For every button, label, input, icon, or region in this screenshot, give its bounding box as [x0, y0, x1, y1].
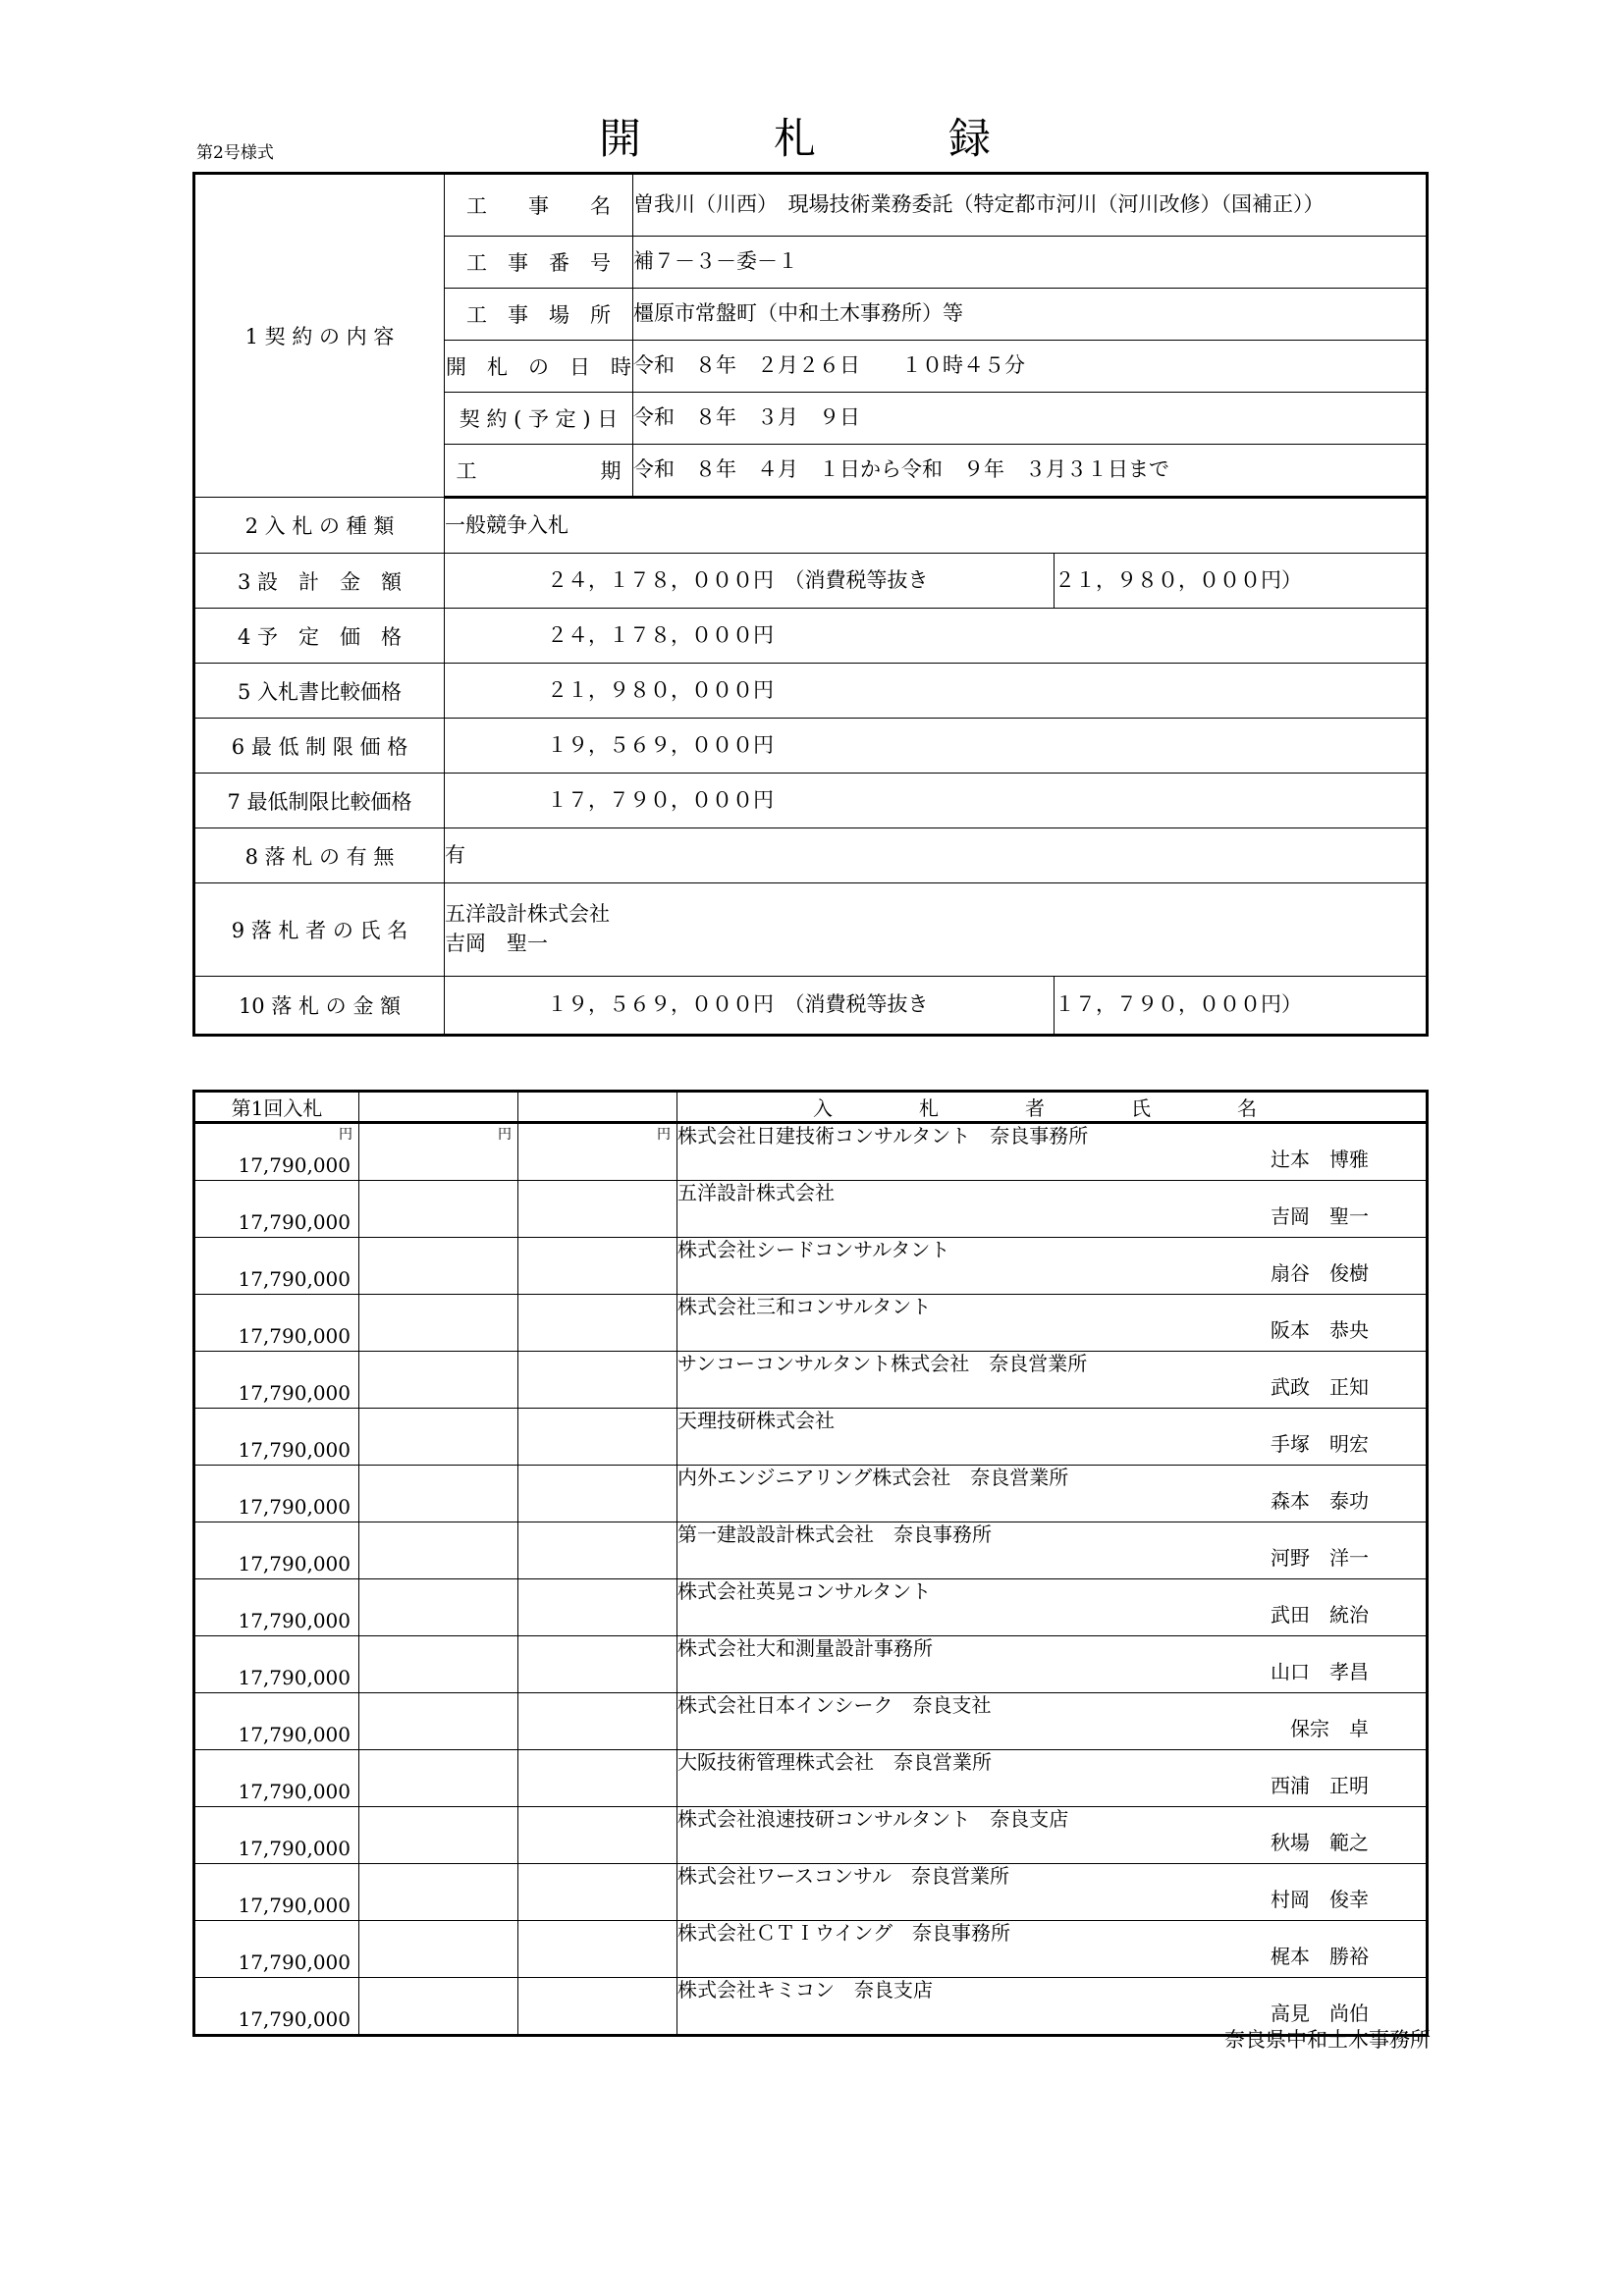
bidder-person-name: 手塚 明宏: [1271, 1432, 1369, 1456]
bid-amount-cell: [194, 1636, 359, 1693]
bid-amount-cell-empty: [359, 1352, 518, 1409]
table-row: [194, 977, 1428, 1036]
bid-amount-value: 17,790,000: [238, 1381, 351, 1405]
bidder-cell: [677, 1693, 1428, 1750]
bidder-person-name: 梶本 勝裕: [1271, 1945, 1369, 1968]
bidder-cell: [677, 1181, 1428, 1238]
bid-amount-value: 17,790,000: [238, 1210, 351, 1234]
bid-amount-cell-empty: [518, 1693, 677, 1750]
bidder-cell: [677, 1352, 1428, 1409]
bid-amount-cell-empty: [518, 1123, 677, 1181]
bid-amount-cell: [194, 1295, 359, 1352]
bidder-person-name: 保宗 卓: [1290, 1717, 1369, 1740]
bidder-cell: [677, 1579, 1428, 1636]
table-row: [194, 554, 1428, 609]
bid-table-header-row: [194, 1092, 1428, 1123]
contract-date-label: 契 約 ( 予 定 ) 日: [445, 393, 633, 445]
bid-amount-cell-empty: [518, 1864, 677, 1921]
work-location-value: 橿原市常盤町（中和土木事務所）等: [633, 289, 1428, 341]
minimum-limit-price-value: １９，５６９，０００円: [445, 719, 1428, 774]
bid-amount-cell-empty: [359, 1238, 518, 1295]
bidder-company-name: 株式会社シードコンサルタント: [677, 1238, 950, 1261]
table-row: [194, 1636, 1428, 1693]
bid-amount-cell: [194, 1123, 359, 1181]
bid-amount-cell: [194, 1181, 359, 1238]
bid-amount-cell-empty: [518, 1750, 677, 1807]
table-row: [194, 1807, 1428, 1864]
yen-unit-label: 円: [498, 1127, 512, 1143]
winner-person: 吉岡 聖一: [445, 932, 548, 955]
table-row: [194, 1466, 1428, 1522]
bid-results-table: [192, 1090, 1429, 2037]
bidder-company-name: 株式会社三和コンサルタント: [677, 1295, 932, 1318]
work-period-label: 工 期: [445, 445, 633, 498]
bidder-cell: [677, 1295, 1428, 1352]
minimum-limit-comparison-price-label: 7 最低制限比較価格: [194, 774, 445, 828]
bid-amount-cell: [194, 1807, 359, 1864]
bid-amount-cell-empty: [359, 1921, 518, 1978]
work-period-value: 令和 ８年 ４月 １日から令和 ９年 ３月３１日まで: [633, 445, 1428, 498]
page-title: 開 札 録: [599, 115, 1036, 164]
bid-amount-cell-empty: [359, 1181, 518, 1238]
bid-amount-cell-empty: [518, 1238, 677, 1295]
bid-amount-cell: [194, 1750, 359, 1807]
bidder-cell: [677, 1864, 1428, 1921]
work-name-label: 工 事 名: [445, 174, 633, 237]
bid-amount-cell-empty: [518, 1352, 677, 1409]
work-number-value: 補７－３－委－１: [633, 237, 1428, 289]
bid-amount-cell-empty: [359, 1466, 518, 1522]
table-row: [194, 1409, 1428, 1466]
bid-amount-cell: [194, 1864, 359, 1921]
bidder-person-name: 河野 洋一: [1271, 1546, 1369, 1570]
table-row: [194, 1352, 1428, 1409]
bidder-person-name: 阪本 恭央: [1271, 1318, 1369, 1342]
bidder-company-name: 五洋設計株式会社: [677, 1181, 835, 1204]
bid-amount-value: 17,790,000: [238, 1153, 351, 1177]
bid-amount-cell: [194, 1522, 359, 1579]
bidder-cell: [677, 1522, 1428, 1579]
bid-comparison-price-label: 5 入札書比較価格: [194, 664, 445, 719]
bid-amount-cell-empty: [518, 1978, 677, 2036]
bidder-person-name: 武田 統治: [1271, 1603, 1369, 1627]
bid-opening-datetime-value: 令和 ８年 ２月２６日 １０時４５分: [633, 341, 1428, 393]
table-row: [194, 1123, 1428, 1181]
bidder-company-name: 天理技研株式会社: [677, 1409, 835, 1432]
bid-amount-value: 17,790,000: [238, 1723, 351, 1746]
bid-amount-cell-empty: [359, 1123, 518, 1181]
bid-amount-cell-empty: [359, 1636, 518, 1693]
bidder-company-name: 大阪技術管理株式会社 奈良営業所: [677, 1750, 992, 1774]
winner-company: 五洋設計株式会社: [445, 902, 610, 927]
bid-amount-value: 17,790,000: [238, 1780, 351, 1803]
bid-opening-datetime-label: 開 札 の 日 時: [445, 341, 633, 393]
bid-amount-cell: [194, 1921, 359, 1978]
bid-amount-cell-empty: [359, 1409, 518, 1466]
table-row: [194, 1295, 1428, 1352]
bid-amount-value: 17,790,000: [238, 1950, 351, 1974]
bidder-name-header: 入 札 者 氏 名: [677, 1092, 1428, 1123]
table-row: [194, 664, 1428, 719]
award-amount-excl-tax-value: １７，７９０，０００円）: [1055, 977, 1428, 1036]
table-row: [194, 1238, 1428, 1295]
bid-amount-value: 17,790,000: [238, 1438, 351, 1462]
bid-amount-cell-empty: [518, 1807, 677, 1864]
bid-amount-cell-empty: [518, 1409, 677, 1466]
form-number-label: 第2号様式: [196, 143, 274, 163]
bidder-person-name: 山口 孝昌: [1271, 1660, 1369, 1683]
bid-amount-cell-empty: [518, 1636, 677, 1693]
bid-amount-value: 17,790,000: [238, 1324, 351, 1348]
bidder-cell: [677, 1123, 1428, 1181]
bidder-company-name: 株式会社日本インシーク 奈良支社: [677, 1693, 992, 1717]
bidder-company-name: 株式会社日建技術コンサルタント 奈良事務所: [677, 1124, 1089, 1148]
bidder-company-name: 株式会社キミコン 奈良支店: [677, 1978, 933, 2002]
bidder-company-name: 株式会社英晃コンサルタント: [677, 1579, 932, 1603]
bid-amount-cell-empty: [359, 1978, 518, 2036]
bid-amount-cell: [194, 1352, 359, 1409]
bid-round-label: 第1回入札: [194, 1092, 359, 1123]
winner-name-cell: [445, 883, 1428, 977]
bidder-company-name: 株式会社大和測量設計事務所: [677, 1636, 933, 1660]
minimum-limit-price-label: 6 最 低 制 限 価 格: [194, 719, 445, 774]
award-amount-label: 10 落 札 の 金 額: [194, 977, 445, 1036]
bid-amount-cell: [194, 1466, 359, 1522]
yen-unit-label: 円: [339, 1127, 352, 1143]
bid-amount-cell-empty: [518, 1466, 677, 1522]
table-row: [194, 883, 1428, 977]
bid-amount-value: 17,790,000: [238, 1894, 351, 1917]
bidder-person-name: 村岡 俊幸: [1271, 1888, 1369, 1911]
bidder-person-name: 辻本 博雅: [1271, 1148, 1369, 1171]
winner-name-label: 9 落 札 者 の 氏 名: [194, 883, 445, 977]
bidder-person-name: 森本 泰功: [1271, 1489, 1369, 1513]
bidder-cell: [677, 1636, 1428, 1693]
design-amount-value: ２４，１７８，０００円 （消費税等抜き: [445, 554, 1055, 609]
bid-amount-value: 17,790,000: [238, 1267, 351, 1291]
bid-amount-value: 17,790,000: [238, 1666, 351, 1689]
bid-amount-cell-empty: [359, 1864, 518, 1921]
bid-amount-value: 17,790,000: [238, 1552, 351, 1575]
bid-amount-cell-empty: [359, 1522, 518, 1579]
planned-price-value: ２４，１７８，０００円: [445, 609, 1428, 664]
bidder-company-name: 株式会社ワースコンサル 奈良営業所: [677, 1864, 1009, 1888]
bidder-person-name: 高見 尚伯: [1271, 2002, 1369, 2025]
table-row: [194, 1921, 1428, 1978]
table-row: [194, 1693, 1428, 1750]
bid-amount-cell-empty: [359, 1579, 518, 1636]
award-amount-value: １９，５６９，０００円 （消費税等抜き: [445, 977, 1055, 1036]
bid-amount-cell-empty: [518, 1921, 677, 1978]
bidder-company-name: 株式会社浪速技研コンサルタント 奈良支店: [677, 1807, 1069, 1831]
bid-amount-value: 17,790,000: [238, 1609, 351, 1632]
award-exists-label: 8 落 札 の 有 無: [194, 828, 445, 883]
bid-type-label: 2 入 札 の 種 類: [194, 498, 445, 554]
bidder-person-name: 武政 正知: [1271, 1375, 1369, 1399]
bidder-company-name: 第一建設設計株式会社 奈良事務所: [677, 1522, 992, 1546]
planned-price-label: 4 予 定 価 格: [194, 609, 445, 664]
bidder-cell: [677, 1238, 1428, 1295]
table-row: [194, 1864, 1428, 1921]
bid-amount-cell: [194, 1693, 359, 1750]
bid-amount-cell: [194, 1409, 359, 1466]
bidder-company-name: 株式会社ＣＴＩウイング 奈良事務所: [677, 1921, 1010, 1945]
contract-date-value: 令和 ８年 ３月 ９日: [633, 393, 1428, 445]
bidder-cell: [677, 1750, 1428, 1807]
bidder-cell: [677, 1807, 1428, 1864]
table-row: [194, 174, 1428, 237]
contract-section-label: 1 契 約 の 内 容: [194, 174, 445, 498]
bid-header-col2: [359, 1092, 518, 1123]
award-exists-value: 有: [445, 828, 1428, 883]
bid-amount-value: 17,790,000: [238, 2007, 351, 2031]
table-row: [194, 1522, 1428, 1579]
bidder-cell: [677, 1466, 1428, 1522]
bid-comparison-price-value: ２１，９８０，０００円: [445, 664, 1428, 719]
bidder-cell: [677, 1921, 1428, 1978]
design-amount-excl-tax-value: ２１，９８０，０００円）: [1055, 554, 1428, 609]
table-row: [194, 609, 1428, 664]
bid-amount-cell-empty: [518, 1295, 677, 1352]
bidder-company-name: サンコーコンサルタント株式会社 奈良営業所: [677, 1352, 1088, 1375]
bid-type-value: 一般競争入札: [445, 498, 1428, 554]
work-location-label: 工 事 場 所: [445, 289, 633, 341]
table-row: [194, 498, 1428, 554]
bid-amount-cell-empty: [359, 1693, 518, 1750]
bid-amount-cell: [194, 1238, 359, 1295]
bidder-person-name: 秋場 範之: [1271, 1831, 1369, 1854]
bid-amount-cell-empty: [359, 1807, 518, 1864]
table-row: [194, 828, 1428, 883]
bid-amount-cell-empty: [518, 1579, 677, 1636]
bid-amount-cell: [194, 1978, 359, 2036]
bidder-person-name: 扇谷 俊樹: [1271, 1261, 1369, 1285]
design-amount-label: 3 設 計 金 額: [194, 554, 445, 609]
issuing-office-label: 奈良県中和土木事務所: [1224, 2028, 1431, 2052]
bidder-cell: [677, 1409, 1428, 1466]
bid-amount-cell-empty: [359, 1295, 518, 1352]
bid-amount-value: 17,790,000: [238, 1495, 351, 1519]
bid-amount-cell: [194, 1579, 359, 1636]
table-row: [194, 774, 1428, 828]
bidder-person-name: 吉岡 聖一: [1271, 1204, 1369, 1228]
bid-amount-cell-empty: [518, 1181, 677, 1238]
table-row: [194, 1750, 1428, 1807]
bidder-person-name: 西浦 正明: [1271, 1774, 1369, 1797]
bid-amount-cell-empty: [518, 1522, 677, 1579]
yen-unit-label: 円: [657, 1127, 671, 1143]
bidder-company-name: 内外エンジニアリング株式会社 奈良営業所: [677, 1466, 1069, 1489]
bid-amount-cell-empty: [359, 1750, 518, 1807]
contract-details-table: [192, 172, 1429, 1037]
bid-amount-value: 17,790,000: [238, 1837, 351, 1860]
table-row: [194, 719, 1428, 774]
table-row: [194, 1181, 1428, 1238]
work-name-value: 曽我川（川西） 現場技術業務委託（特定都市河川（河川改修）（国補正））: [633, 174, 1428, 237]
bid-header-col3: [518, 1092, 677, 1123]
work-number-label: 工 事 番 号: [445, 237, 633, 289]
minimum-limit-comparison-price-value: １７，７９０，０００円: [445, 774, 1428, 828]
table-row: [194, 1579, 1428, 1636]
